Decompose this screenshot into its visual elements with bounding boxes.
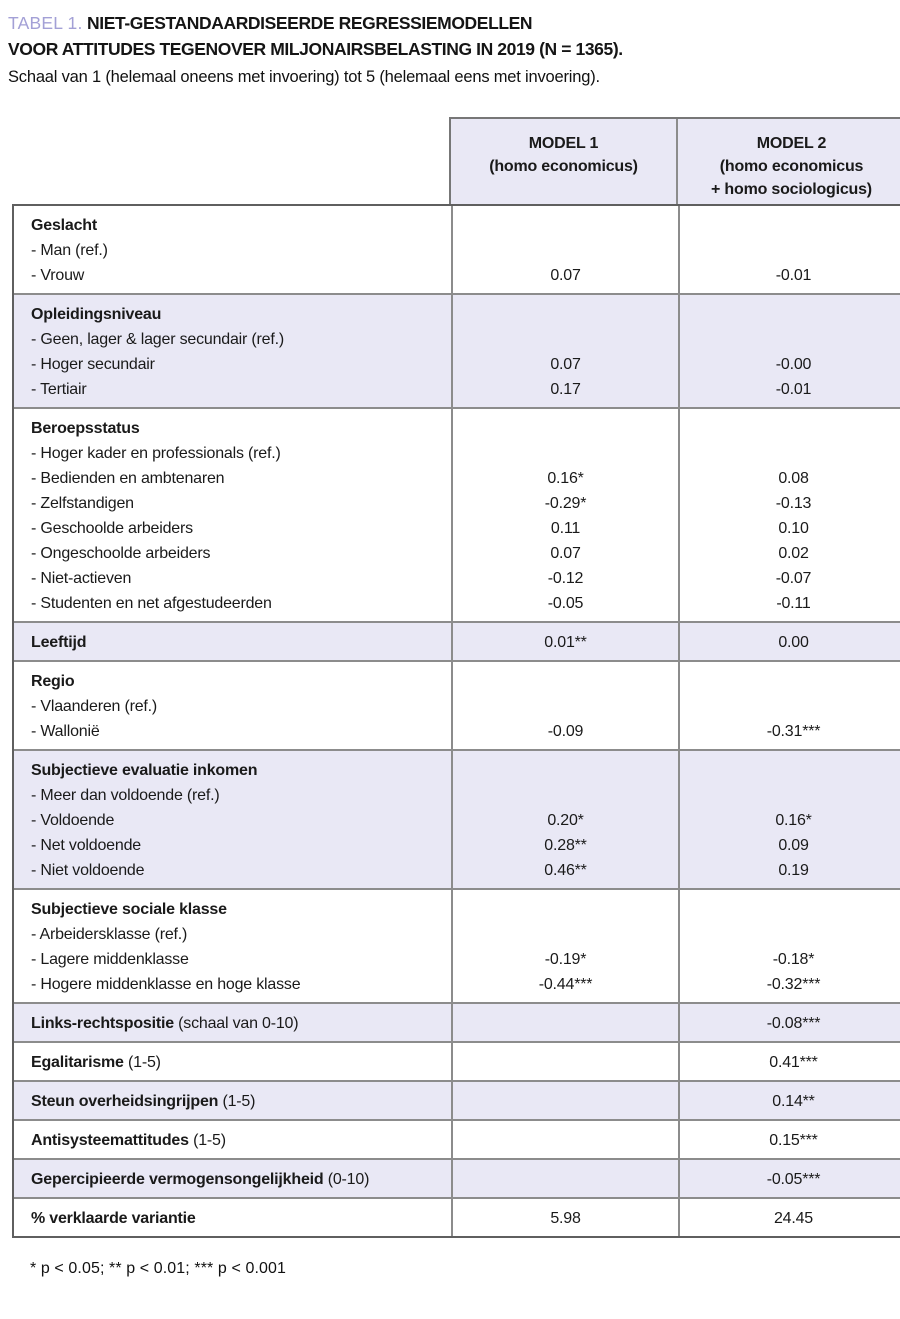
model2-value: -0.00 bbox=[775, 356, 812, 373]
model1-value: 0.07 bbox=[550, 267, 581, 284]
row-label-text: - Voldoende bbox=[31, 812, 115, 829]
model1-value bbox=[453, 922, 678, 947]
row-label-line bbox=[31, 858, 451, 883]
row-label-cell bbox=[14, 1199, 453, 1236]
model2-value: 0.15*** bbox=[769, 1132, 818, 1149]
row-label-line bbox=[31, 566, 451, 591]
row-label-text: (1-5) bbox=[218, 1093, 256, 1110]
model2-cell bbox=[680, 1199, 900, 1236]
model2-value bbox=[680, 213, 900, 238]
row-label-line bbox=[31, 352, 451, 377]
header-spacer bbox=[12, 117, 449, 204]
column-header-row bbox=[12, 117, 900, 204]
model1-cell bbox=[453, 1004, 680, 1041]
row-label-line bbox=[31, 516, 451, 541]
row-label-text: - Geen, lager & lager secundair (ref.) bbox=[31, 331, 284, 348]
model1-value: 0.20* bbox=[547, 812, 584, 829]
model2-value bbox=[680, 758, 900, 783]
model1-value bbox=[453, 327, 678, 352]
table-row bbox=[14, 206, 900, 293]
model2-cell bbox=[680, 1121, 900, 1158]
row-label-line bbox=[31, 719, 451, 744]
model1-value bbox=[453, 694, 678, 719]
model1-cell bbox=[453, 206, 680, 293]
model1-subtitle bbox=[451, 155, 676, 178]
model2-value: 0.14** bbox=[772, 1093, 815, 1110]
table-row bbox=[14, 1002, 900, 1041]
model1-header-cell bbox=[451, 119, 678, 204]
row-label-bold: Gepercipieerde vermogensongelijkheid bbox=[31, 1171, 324, 1188]
model1-value: -0.12 bbox=[547, 570, 584, 587]
model-subtitle-line: (homo economicus bbox=[719, 158, 864, 175]
regression-table bbox=[12, 204, 900, 1238]
model-header-box bbox=[449, 117, 900, 204]
row-label-cell bbox=[14, 1043, 453, 1080]
row-label-bold: Subjectieve evaluatie inkomen bbox=[31, 762, 258, 779]
model2-value: -0.18* bbox=[772, 951, 815, 968]
row-label-cell bbox=[14, 662, 453, 749]
model1-cell bbox=[453, 662, 680, 749]
model2-value: 0.19 bbox=[778, 862, 809, 879]
model2-value bbox=[680, 897, 900, 922]
row-label-line bbox=[31, 1011, 451, 1036]
model2-cell bbox=[680, 751, 900, 888]
row-label-bold: Leeftijd bbox=[31, 634, 87, 651]
row-label-line bbox=[31, 416, 451, 441]
row-label-text: - Tertiair bbox=[31, 381, 87, 398]
table-row bbox=[14, 749, 900, 888]
row-label-cell bbox=[14, 1121, 453, 1158]
model1-value bbox=[453, 783, 678, 808]
model2-value bbox=[680, 327, 900, 352]
model1-value: 0.07 bbox=[550, 356, 581, 373]
model1-value: 0.46** bbox=[544, 862, 587, 879]
row-label-line bbox=[31, 466, 451, 491]
model2-cell bbox=[680, 1160, 900, 1197]
row-label-cell bbox=[14, 409, 453, 621]
model2-cell bbox=[680, 1043, 900, 1080]
row-label-cell bbox=[14, 1082, 453, 1119]
model1-value bbox=[453, 1050, 678, 1075]
row-label-cell bbox=[14, 206, 453, 293]
caption-title-text: NIET-GESTANDAARDISEERDE REGRESSIEMODELLEN bbox=[87, 13, 533, 33]
model2-value bbox=[680, 783, 900, 808]
model1-value bbox=[453, 1128, 678, 1153]
model2-value: -0.01 bbox=[775, 381, 812, 398]
model1-value: 0.01** bbox=[544, 634, 587, 651]
row-label-bold: Geslacht bbox=[31, 217, 97, 234]
row-label-text: - Geschoolde arbeiders bbox=[31, 520, 193, 537]
model1-value bbox=[453, 238, 678, 263]
row-label-text: - Bedienden en ambtenaren bbox=[31, 470, 225, 487]
table-row bbox=[14, 1119, 900, 1158]
model2-value: 0.00 bbox=[778, 634, 809, 651]
row-label-text: - Wallonië bbox=[31, 723, 100, 740]
row-label-text: (1-5) bbox=[188, 1132, 226, 1149]
row-label-text: - Studenten en net afgestudeerden bbox=[31, 595, 272, 612]
model2-value bbox=[680, 669, 900, 694]
model2-value: -0.31*** bbox=[766, 723, 821, 740]
model1-cell bbox=[453, 1043, 680, 1080]
row-label-line bbox=[31, 263, 451, 288]
row-label-line bbox=[31, 302, 451, 327]
model1-value bbox=[453, 213, 678, 238]
model1-value: -0.44*** bbox=[538, 976, 593, 993]
model2-value: 0.16* bbox=[775, 812, 812, 829]
row-label-bold: % verklaarde variantie bbox=[31, 1210, 196, 1227]
model1-value: 0.17 bbox=[550, 381, 581, 398]
caption-line-1 bbox=[8, 10, 900, 36]
table-row bbox=[14, 888, 900, 1002]
model2-value: -0.13 bbox=[775, 495, 812, 512]
row-label-text: - Niet voldoende bbox=[31, 862, 145, 879]
row-label-line bbox=[31, 972, 451, 997]
table-row bbox=[14, 1197, 900, 1236]
model2-value: 0.08 bbox=[778, 470, 809, 487]
row-label-bold: Opleidingsniveau bbox=[31, 306, 162, 323]
caption-scale-note: Schaal van 1 (helemaal oneens met invoering) tot 5 (helemaal eens met invoering). bbox=[8, 68, 600, 86]
row-label-line bbox=[31, 1167, 451, 1192]
model1-cell bbox=[453, 890, 680, 1002]
model1-value: 0.07 bbox=[550, 545, 581, 562]
model2-value: -0.05*** bbox=[766, 1171, 821, 1188]
caption-line-2: VOOR ATTITUDES TEGENOVER MILJONAIRSBELASTING IN 2019 (N = 1365). bbox=[8, 39, 623, 59]
row-label-text: - Vrouw bbox=[31, 267, 85, 284]
model-subtitle-line: (homo economicus) bbox=[489, 158, 638, 175]
row-label-bold: Subjectieve sociale klasse bbox=[31, 901, 227, 918]
model2-value: 0.41*** bbox=[769, 1054, 818, 1071]
model2-cell bbox=[680, 1082, 900, 1119]
row-label-line bbox=[31, 441, 451, 466]
row-label-text: - Hoger kader en professionals (ref.) bbox=[31, 445, 281, 462]
model1-cell bbox=[453, 1082, 680, 1119]
row-label-cell bbox=[14, 1160, 453, 1197]
row-label-line bbox=[31, 1050, 451, 1075]
row-label-text: - Hoger secundair bbox=[31, 356, 155, 373]
model2-value: -0.11 bbox=[776, 595, 811, 612]
row-label-text: - Ongeschoolde arbeiders bbox=[31, 545, 211, 562]
row-label-text: - Net voldoende bbox=[31, 837, 141, 854]
model1-value bbox=[453, 758, 678, 783]
model1-value: -0.05 bbox=[547, 595, 584, 612]
table-row bbox=[14, 293, 900, 407]
row-label-line bbox=[31, 238, 451, 263]
model1-value bbox=[453, 416, 678, 441]
model1-value: -0.29* bbox=[544, 495, 587, 512]
row-label-cell bbox=[14, 295, 453, 407]
row-label-line bbox=[31, 1128, 451, 1153]
table-row bbox=[14, 1041, 900, 1080]
row-label-text: (1-5) bbox=[123, 1054, 161, 1071]
model2-value: -0.01 bbox=[775, 267, 812, 284]
model2-value bbox=[680, 416, 900, 441]
table-row bbox=[14, 1158, 900, 1197]
row-label-bold: Regio bbox=[31, 673, 75, 690]
row-label-cell bbox=[14, 1004, 453, 1041]
model2-value: -0.07 bbox=[775, 570, 812, 587]
model1-cell bbox=[453, 623, 680, 660]
model1-value bbox=[453, 897, 678, 922]
model1-cell bbox=[453, 1121, 680, 1158]
model1-value: 0.11 bbox=[550, 520, 581, 537]
model1-value bbox=[453, 669, 678, 694]
table-row bbox=[14, 407, 900, 621]
model2-value bbox=[680, 238, 900, 263]
model2-value: 0.02 bbox=[778, 545, 809, 562]
model1-cell bbox=[453, 1199, 680, 1236]
model2-cell bbox=[680, 409, 900, 621]
row-label-line bbox=[31, 897, 451, 922]
model2-title: MODEL 2 bbox=[756, 135, 827, 152]
model1-value: 0.28** bbox=[544, 837, 587, 854]
row-label-text: - Meer dan voldoende (ref.) bbox=[31, 787, 220, 804]
model1-cell bbox=[453, 295, 680, 407]
model2-value bbox=[680, 922, 900, 947]
model2-cell bbox=[680, 662, 900, 749]
model2-header-cell bbox=[678, 119, 900, 204]
row-label-line bbox=[31, 213, 451, 238]
table-caption bbox=[8, 10, 900, 90]
model1-title: MODEL 1 bbox=[528, 135, 599, 152]
model1-cell bbox=[453, 409, 680, 621]
row-label-bold: Beroepsstatus bbox=[31, 420, 140, 437]
row-label-bold: Antisysteemattitudes bbox=[31, 1132, 189, 1149]
row-label-cell bbox=[14, 623, 453, 660]
model2-cell bbox=[680, 623, 900, 660]
model2-cell bbox=[680, 1004, 900, 1041]
model1-cell bbox=[453, 751, 680, 888]
row-label-line bbox=[31, 758, 451, 783]
model2-cell bbox=[680, 206, 900, 293]
table-body bbox=[14, 206, 900, 1236]
row-label-line bbox=[31, 1206, 451, 1231]
model2-value: 0.10 bbox=[778, 520, 809, 537]
row-label-line bbox=[31, 669, 451, 694]
row-label-bold: Steun overheidsingrijpen bbox=[31, 1093, 219, 1110]
row-label-line bbox=[31, 630, 451, 655]
row-label-text: - Hogere middenklasse en hoge klasse bbox=[31, 976, 301, 993]
row-label-line bbox=[31, 1089, 451, 1114]
row-label-text: - Lagere middenklasse bbox=[31, 951, 189, 968]
row-label-bold: Egalitarisme bbox=[31, 1054, 124, 1071]
model2-value: -0.32*** bbox=[766, 976, 821, 993]
row-label-line bbox=[31, 947, 451, 972]
row-label-bold: Links-rechtspositie bbox=[31, 1015, 174, 1032]
model1-value: -0.09 bbox=[547, 723, 584, 740]
row-label-text: - Vlaanderen (ref.) bbox=[31, 698, 158, 715]
row-label-line bbox=[31, 377, 451, 402]
significance-footnote: * p < 0.05; ** p < 0.01; *** p < 0.001 bbox=[30, 1260, 286, 1277]
model2-value: -0.08*** bbox=[766, 1015, 821, 1032]
table-number-tag: TABEL 1. bbox=[8, 13, 83, 33]
model2-cell bbox=[680, 295, 900, 407]
row-label-line bbox=[31, 833, 451, 858]
table-row bbox=[14, 1080, 900, 1119]
model2-value: 0.09 bbox=[778, 837, 809, 854]
table-row bbox=[14, 660, 900, 749]
table-row bbox=[14, 621, 900, 660]
row-label-line bbox=[31, 922, 451, 947]
model1-value bbox=[453, 441, 678, 466]
row-label-line bbox=[31, 783, 451, 808]
row-label-cell bbox=[14, 890, 453, 1002]
row-label-line bbox=[31, 491, 451, 516]
model1-value bbox=[453, 302, 678, 327]
model-subtitle-line: + homo sociologicus) bbox=[711, 181, 872, 198]
model2-cell bbox=[680, 890, 900, 1002]
row-label-text: - Arbeidersklasse (ref.) bbox=[31, 926, 188, 943]
model1-value: 0.16* bbox=[547, 470, 584, 487]
model1-value: 5.98 bbox=[550, 1210, 581, 1227]
model1-value bbox=[453, 1011, 678, 1036]
row-label-text: (schaal van 0-10) bbox=[173, 1015, 299, 1032]
row-label-cell bbox=[14, 751, 453, 888]
row-label-line bbox=[31, 541, 451, 566]
row-label-text: (0-10) bbox=[323, 1171, 370, 1188]
model2-value bbox=[680, 441, 900, 466]
row-label-line bbox=[31, 808, 451, 833]
model1-value bbox=[453, 1167, 678, 1192]
model1-value bbox=[453, 1089, 678, 1114]
model1-cell bbox=[453, 1160, 680, 1197]
row-label-text: - Niet-actieven bbox=[31, 570, 132, 587]
row-label-line bbox=[31, 591, 451, 616]
row-label-line bbox=[31, 694, 451, 719]
row-label-line bbox=[31, 327, 451, 352]
model1-value: -0.19* bbox=[544, 951, 587, 968]
model2-value bbox=[680, 302, 900, 327]
row-label-text: - Zelfstandigen bbox=[31, 495, 134, 512]
model2-value bbox=[680, 694, 900, 719]
row-label-text: - Man (ref.) bbox=[31, 242, 108, 259]
model2-subtitle bbox=[678, 155, 900, 201]
model2-value: 24.45 bbox=[773, 1210, 814, 1227]
